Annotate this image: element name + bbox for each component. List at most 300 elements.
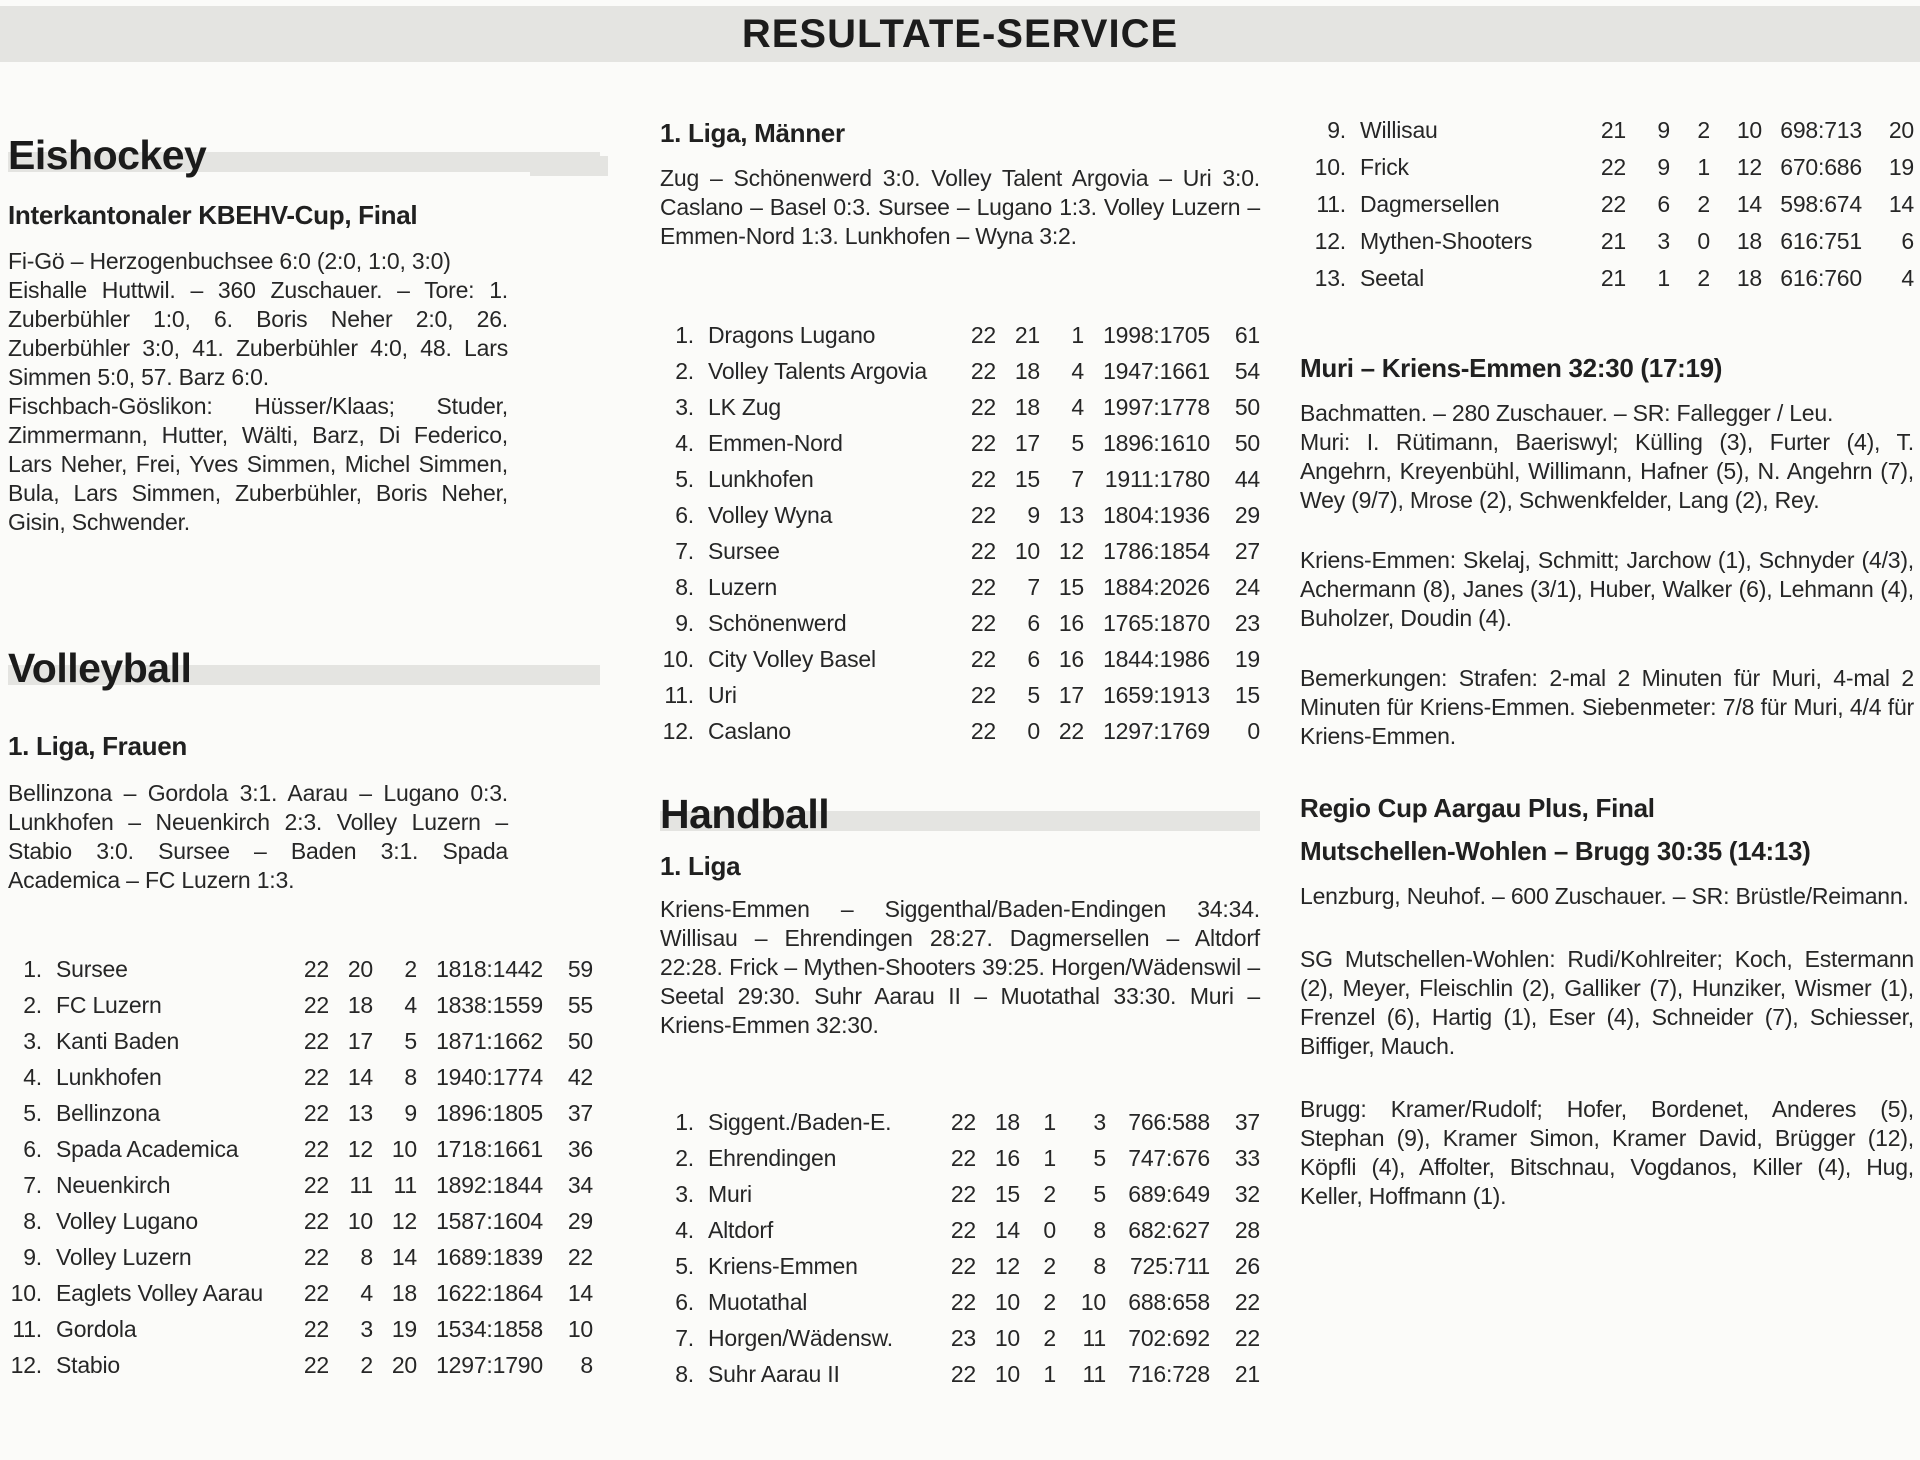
team-cell: Lunkhofen (708, 466, 814, 492)
team-cell: Horgen/Wädensw. (708, 1325, 893, 1351)
goals-ratio-cell: 616:760 (1780, 265, 1862, 291)
standings-row (660, 1284, 1260, 1320)
team-cell: Neuenkirch (56, 1172, 171, 1198)
games-cell: 22 (1600, 191, 1626, 217)
points-cell: 55 (567, 992, 593, 1018)
points-cell: 29 (1234, 502, 1260, 528)
games-cell: 22 (970, 574, 996, 600)
rank-cell: 9. (23, 1244, 42, 1270)
wins-cell: 12 (994, 1253, 1020, 1279)
rank-cell: 8. (675, 574, 694, 600)
wins-cell: 2 (360, 1352, 373, 1378)
team-cell: Spada Academica (56, 1136, 239, 1162)
wins-cell: 8 (360, 1244, 373, 1270)
games-cell: 22 (970, 358, 996, 384)
games-cell: 22 (970, 610, 996, 636)
games-cell: 22 (970, 538, 996, 564)
draws-cell: 0 (1697, 228, 1710, 254)
sets-ratio-cell: 1896:1610 (1103, 430, 1210, 456)
regio-cup-venue: Lenzburg, Neuhof. – 600 Zuschauer. – SR: Brüstle/Reimann. (1300, 883, 1909, 909)
games-cell: 22 (303, 992, 329, 1018)
sets-ratio-cell: 1297:1790 (436, 1352, 543, 1378)
rank-cell: 1. (23, 956, 42, 982)
wins-cell: 10 (994, 1361, 1020, 1387)
draws-cell: 2 (1043, 1325, 1056, 1351)
games-cell: 22 (303, 1244, 329, 1270)
rank-cell: 8. (675, 1361, 694, 1387)
games-cell: 21 (1600, 117, 1626, 143)
losses-cell: 16 (1058, 646, 1084, 672)
standings-row (8, 1131, 593, 1167)
standings-row (8, 1275, 593, 1311)
kriens-lineup: Kriens-Emmen: Skelaj, Schmitt; Jarchow (1), Schnyder (4/3), Achermann (8), Janes (3/1), Huber, Walker (6), Lehmann (4), Buholzer, Doudin (4). (1300, 547, 1914, 631)
games-cell: 22 (303, 956, 329, 982)
team-cell: Muri (708, 1181, 752, 1207)
games-cell: 21 (1600, 228, 1626, 254)
rank-cell: 11. (12, 1316, 42, 1342)
rank-cell: 13. (1314, 265, 1346, 291)
games-cell: 22 (950, 1109, 976, 1135)
team-cell: Sursee (56, 956, 128, 982)
points-cell: 37 (567, 1100, 593, 1126)
team-cell: Dragons Lugano (708, 322, 876, 348)
rank-cell: 12. (662, 718, 694, 744)
games-cell: 22 (950, 1289, 976, 1315)
standings-row (8, 951, 593, 987)
sets-ratio-cell: 1940:1774 (436, 1064, 543, 1090)
standings-row (660, 353, 1260, 389)
goals-ratio-cell: 682:627 (1128, 1217, 1210, 1243)
standings-row (8, 1203, 593, 1239)
rank-cell: 2. (675, 358, 694, 384)
team-cell: Frick (1360, 154, 1409, 180)
games-cell: 22 (950, 1361, 976, 1387)
wins-cell: 12 (347, 1136, 373, 1162)
points-cell: 34 (567, 1172, 593, 1198)
rank-cell: 5. (675, 1253, 694, 1279)
mutschellen-lineup: SG Mutschellen-Wohlen: Rudi/Kohlreiter; Koch, Estermann (2), Meyer, Fleischlin (2), Galliker (7), Hunziker, Wismer (1), Frenzel (6), Hartig (1), Eser (4), Schneider (7), Schiesser, Biffiger, Mauch. (1300, 946, 1914, 1059)
points-cell: 26 (1234, 1253, 1260, 1279)
games-cell: 22 (950, 1217, 976, 1243)
points-cell: 50 (1234, 394, 1260, 420)
team-cell: LK Zug (708, 394, 781, 420)
team-cell: Dagmersellen (1360, 191, 1500, 217)
section-title: Eishockey (8, 132, 207, 178)
wins-cell: 18 (1014, 394, 1040, 420)
points-cell: 33 (1234, 1145, 1260, 1171)
volleyball-frauen-standings-table (8, 951, 593, 1383)
team-cell: Luzern (708, 574, 778, 600)
points-cell: 14 (1888, 191, 1914, 217)
points-cell: 19 (1888, 154, 1914, 180)
team-cell: FC Luzern (56, 992, 162, 1018)
standings-row (660, 641, 1260, 677)
volleyball-maenner-standings-table (660, 317, 1260, 749)
regio-cup-match-subhead: Mutschellen-Wohlen – Brugg 30:35 (14:13) (1300, 836, 1811, 866)
rank-cell: 2. (675, 1145, 694, 1171)
rank-cell: 4. (675, 1217, 694, 1243)
games-cell: 22 (970, 322, 996, 348)
standings-row (8, 1167, 593, 1203)
points-cell: 21 (1234, 1361, 1260, 1387)
rank-cell: 7. (675, 1325, 694, 1351)
losses-cell: 10 (391, 1136, 417, 1162)
losses-cell: 11 (1082, 1361, 1106, 1387)
games-cell: 22 (303, 1064, 329, 1090)
wins-cell: 17 (1014, 430, 1040, 456)
losses-cell: 5 (404, 1028, 417, 1054)
team-cell: Muotathal (708, 1289, 808, 1315)
goals-ratio-cell: 598:674 (1780, 191, 1862, 217)
sets-ratio-cell: 1718:1661 (436, 1136, 543, 1162)
volleyball-frauen-results: Bellinzona – Gordola 3:1. Aarau – Lugano 0:3. Lunkhofen – Neuenkirch 2:3. Volley Luzern – Stabio 3:0. Sursee – Baden 3:1. Spada Academica – FC Luzern 1:3. (8, 780, 508, 893)
standings-row (8, 1239, 593, 1275)
points-cell: 23 (1234, 610, 1260, 636)
eishockey-cup-subhead: Interkantonaler KBEHV-Cup, Final (8, 200, 418, 230)
rank-cell: 10. (1314, 154, 1346, 180)
wins-cell: 3 (360, 1316, 373, 1342)
team-cell: City Volley Basel (708, 646, 876, 672)
points-cell: 24 (1234, 574, 1260, 600)
wins-cell: 20 (347, 956, 373, 982)
losses-cell: 10 (1736, 117, 1762, 143)
losses-cell: 18 (1736, 265, 1762, 291)
games-cell: 22 (970, 430, 996, 456)
losses-cell: 9 (404, 1100, 417, 1126)
games-cell: 22 (970, 682, 996, 708)
wins-cell: 14 (347, 1064, 373, 1090)
team-cell: Volley Wyna (708, 502, 833, 528)
wins-cell: 7 (1027, 574, 1040, 600)
standings-row (8, 1023, 593, 1059)
standings-row (8, 1095, 593, 1131)
games-cell: 21 (1600, 265, 1626, 291)
losses-cell: 15 (1058, 574, 1084, 600)
team-cell: Eaglets Volley Aarau (56, 1280, 263, 1306)
standings-row (1300, 112, 1914, 149)
team-cell: Stabio (56, 1352, 121, 1378)
sets-ratio-cell: 1896:1805 (436, 1100, 543, 1126)
standings-row (660, 425, 1260, 461)
games-cell: 22 (970, 718, 996, 744)
goals-ratio-cell: 702:692 (1128, 1325, 1210, 1351)
column-left (8, 112, 600, 1383)
games-cell: 22 (303, 1316, 329, 1342)
draws-cell: 2 (1043, 1289, 1056, 1315)
section-title: Handball (660, 791, 830, 837)
games-cell: 22 (970, 502, 996, 528)
standings-row (1300, 186, 1914, 223)
handball-results: Kriens-Emmen – Siggenthal/Baden-Endingen 34:34. Willisau – Ehrendingen 28:27. Dagmersellen – Altdorf 22:28. Frick – Mythen-Shooters 39:25. Horgen/Wädenswil – Seetal 29:30. Suhr Aarau II – Muotathal 33:30. Muri – Kriens-Emmen 32:30. (660, 896, 1260, 1038)
games-cell: 22 (303, 1280, 329, 1306)
standings-row (1300, 149, 1914, 186)
losses-cell: 5 (1071, 430, 1084, 456)
sets-ratio-cell: 1534:1858 (436, 1316, 543, 1342)
column-middle (660, 112, 1260, 1392)
losses-cell: 2 (404, 956, 417, 982)
losses-cell: 11 (393, 1172, 417, 1198)
points-cell: 28 (1234, 1217, 1260, 1243)
losses-cell: 14 (391, 1244, 417, 1270)
draws-cell: 1 (1043, 1145, 1056, 1171)
team-cell: Suhr Aarau II (708, 1361, 840, 1387)
rank-cell: 1. (675, 322, 694, 348)
points-cell: 50 (1234, 430, 1260, 456)
sets-ratio-cell: 1871:1662 (436, 1028, 543, 1054)
muri-remarks: Bemerkungen: Strafen: 2-mal 2 Minuten für Muri, 4-mal 2 Minuten für Kriens-Emmen. Siebenmeter: 7/8 für Muri, 4/4 für Kriens-Emmen. (1300, 665, 1914, 749)
handball-liga-subhead: 1. Liga (660, 851, 741, 881)
handball-standings-table-9-13 (1300, 112, 1914, 297)
rank-cell: 1. (675, 1109, 694, 1135)
rank-cell: 4. (23, 1064, 42, 1090)
points-cell: 10 (567, 1316, 593, 1342)
wins-cell: 15 (1014, 466, 1040, 492)
draws-cell: 2 (1043, 1253, 1056, 1279)
rank-cell: 3. (675, 1181, 694, 1207)
eishockey-match-line: Fi-Gö – Herzogenbuchsee 6:0 (2:0, 1:0, 3:0) (8, 248, 451, 274)
losses-cell: 18 (1736, 228, 1762, 254)
standings-row (660, 317, 1260, 353)
losses-cell: 16 (1058, 610, 1084, 636)
goals-ratio-cell: 616:751 (1780, 228, 1862, 254)
games-cell: 22 (303, 1028, 329, 1054)
sets-ratio-cell: 1998:1705 (1103, 322, 1210, 348)
section-header-eishockey (8, 124, 600, 176)
sets-ratio-cell: 1622:1864 (436, 1280, 543, 1306)
sets-ratio-cell: 1818:1442 (436, 956, 543, 982)
losses-cell: 8 (404, 1064, 417, 1090)
standings-row (1300, 223, 1914, 260)
volleyball-maenner-results: Zug – Schönenwerd 3:0. Volley Talent Argovia – Uri 3:0. Caslano – Basel 0:3. Sursee – Lugano 1:3. Volley Luzern – Emmen-Nord 1:3. Lunkhofen – Wyna 3:2. (660, 165, 1260, 249)
wins-cell: 4 (360, 1280, 373, 1306)
page-title: RESULTATE-SERVICE (741, 11, 1179, 56)
sets-ratio-cell: 1786:1854 (1103, 538, 1210, 564)
volleyball-frauen-subhead: 1. Liga, Frauen (8, 731, 187, 761)
column-right (1300, 112, 1914, 1211)
rank-cell: 6. (23, 1136, 42, 1162)
losses-cell: 8 (1093, 1217, 1106, 1243)
points-cell: 32 (1234, 1181, 1260, 1207)
draws-cell: 1 (1043, 1361, 1056, 1387)
rank-cell: 12. (1314, 228, 1346, 254)
losses-cell: 8 (1093, 1253, 1106, 1279)
team-cell: Kriens-Emmen (708, 1253, 858, 1279)
goals-ratio-cell: 698:713 (1780, 117, 1862, 143)
team-cell: Kanti Baden (56, 1028, 180, 1054)
losses-cell: 1 (1071, 322, 1084, 348)
losses-cell: 11 (1082, 1325, 1106, 1351)
sets-ratio-cell: 1765:1870 (1103, 610, 1210, 636)
points-cell: 22 (567, 1244, 593, 1270)
losses-cell: 14 (1736, 191, 1762, 217)
team-cell: Schönenwerd (708, 610, 847, 636)
standings-row (660, 533, 1260, 569)
standings-row (660, 605, 1260, 641)
losses-cell: 4 (1071, 394, 1084, 420)
losses-cell: 12 (1058, 538, 1084, 564)
rank-cell: 4. (675, 430, 694, 456)
points-cell: 19 (1234, 646, 1260, 672)
team-cell: Willisau (1360, 117, 1438, 143)
sets-ratio-cell: 1804:1936 (1103, 502, 1210, 528)
goals-ratio-cell: 766:588 (1128, 1109, 1210, 1135)
standings-row (660, 1176, 1260, 1212)
games-cell: 22 (303, 1100, 329, 1126)
standings-row (660, 1248, 1260, 1284)
rank-cell: 9. (1327, 117, 1346, 143)
games-cell: 22 (303, 1172, 329, 1198)
regio-cup-subhead: Regio Cup Aargau Plus, Final (1300, 793, 1655, 823)
sets-ratio-cell: 1911:1780 (1104, 466, 1210, 492)
standings-row (8, 987, 593, 1023)
losses-cell: 7 (1071, 466, 1084, 492)
losses-cell: 17 (1058, 682, 1084, 708)
team-cell: Emmen-Nord (708, 430, 843, 456)
wins-cell: 17 (347, 1028, 373, 1054)
points-cell: 6 (1901, 228, 1914, 254)
brugg-lineup: Brugg: Kramer/Rudolf; Hofer, Bordenet, Anderes (5), Stephan (9), Kramer Simon, Kramer David, Brügger (12), Köpfli (4), Affolter, Bitschnau, Vogdanos, Killer (4), Hug, Keller, Hoffmann (1). (1300, 1096, 1914, 1209)
wins-cell: 18 (1014, 358, 1040, 384)
points-cell: 14 (567, 1280, 593, 1306)
points-cell: 29 (567, 1208, 593, 1234)
wins-cell: 9 (1027, 502, 1040, 528)
wins-cell: 10 (994, 1289, 1020, 1315)
team-cell: Volley Luzern (56, 1244, 192, 1270)
rank-cell: 6. (675, 502, 694, 528)
losses-cell: 5 (1093, 1145, 1106, 1171)
wins-cell: 9 (1657, 117, 1670, 143)
losses-cell: 3 (1093, 1109, 1106, 1135)
sets-ratio-cell: 1297:1769 (1103, 718, 1210, 744)
games-cell: 22 (303, 1352, 329, 1378)
rank-cell: 6. (675, 1289, 694, 1315)
draws-cell: 2 (1697, 265, 1710, 291)
rank-cell: 7. (23, 1172, 42, 1198)
volleyball-maenner-subhead: 1. Liga, Männer (660, 118, 845, 148)
wins-cell: 10 (1014, 538, 1040, 564)
points-cell: 59 (567, 956, 593, 982)
goals-ratio-cell: 689:649 (1128, 1181, 1210, 1207)
rank-cell: 7. (675, 538, 694, 564)
losses-cell: 22 (1058, 718, 1084, 744)
wins-cell: 18 (347, 992, 373, 1018)
games-cell: 22 (970, 646, 996, 672)
points-cell: 37 (1234, 1109, 1260, 1135)
wins-cell: 6 (1027, 610, 1040, 636)
team-cell: Mythen-Shooters (1360, 228, 1533, 254)
muri-match-subhead: Muri – Kriens-Emmen 32:30 (17:19) (1300, 353, 1723, 383)
sets-ratio-cell: 1587:1604 (436, 1208, 543, 1234)
rank-cell: 8. (23, 1208, 42, 1234)
points-cell: 20 (1888, 117, 1914, 143)
points-cell: 36 (567, 1136, 593, 1162)
games-cell: 22 (970, 394, 996, 420)
wins-cell: 9 (1657, 154, 1670, 180)
team-cell: Uri (708, 682, 737, 708)
wins-cell: 21 (1014, 322, 1040, 348)
wins-cell: 0 (1027, 718, 1040, 744)
masthead-bar (0, 6, 1920, 62)
wins-cell: 18 (994, 1109, 1020, 1135)
sets-ratio-cell: 1659:1913 (1103, 682, 1210, 708)
standings-row (8, 1059, 593, 1095)
draws-cell: 2 (1697, 191, 1710, 217)
standings-row (660, 677, 1260, 713)
team-cell: Bellinzona (56, 1100, 161, 1126)
rank-cell: 3. (23, 1028, 42, 1054)
points-cell: 22 (1234, 1289, 1260, 1315)
standings-row (660, 1356, 1260, 1392)
draws-cell: 1 (1697, 154, 1710, 180)
sets-ratio-cell: 1947:1661 (1103, 358, 1210, 384)
points-cell: 44 (1234, 466, 1260, 492)
rank-cell: 5. (23, 1100, 42, 1126)
sets-ratio-cell: 1997:1778 (1103, 394, 1210, 420)
rank-cell: 10. (10, 1280, 42, 1306)
goals-ratio-cell: 688:658 (1128, 1289, 1210, 1315)
points-cell: 27 (1234, 538, 1260, 564)
rank-cell: 10. (662, 646, 694, 672)
standings-row (660, 1320, 1260, 1356)
games-cell: 22 (303, 1136, 329, 1162)
handball-standings-table-1-8 (660, 1104, 1260, 1392)
goals-ratio-cell: 716:728 (1128, 1361, 1210, 1387)
points-cell: 42 (567, 1064, 593, 1090)
eishockey-report: Eishalle Huttwil. – 360 Zuschauer. – Tore: 1. Zuberbühler 1:0, 6. Boris Neher 2:0, 26. Zuberbühler 3:0, 41. Zuberbühler 4:0, 48. Lars Simmen 5:0, 57. Barz 6:0. (8, 277, 508, 390)
losses-cell: 13 (1058, 502, 1084, 528)
points-cell: 50 (567, 1028, 593, 1054)
standings-row (660, 461, 1260, 497)
games-cell: 22 (970, 466, 996, 492)
games-cell: 23 (950, 1325, 976, 1351)
rank-cell: 11. (664, 682, 694, 708)
draws-cell: 2 (1697, 117, 1710, 143)
points-cell: 22 (1234, 1325, 1260, 1351)
sets-ratio-cell: 1884:2026 (1103, 574, 1210, 600)
team-cell: Gordola (56, 1316, 137, 1342)
standings-row (660, 1212, 1260, 1248)
sets-ratio-cell: 1838:1559 (436, 992, 543, 1018)
goals-ratio-cell: 725:711 (1129, 1253, 1210, 1279)
team-cell: Lunkhofen (56, 1064, 162, 1090)
standings-row (660, 569, 1260, 605)
games-cell: 22 (1600, 154, 1626, 180)
games-cell: 22 (950, 1253, 976, 1279)
losses-cell: 18 (391, 1280, 417, 1306)
goals-ratio-cell: 670:686 (1780, 154, 1862, 180)
standings-row (660, 1140, 1260, 1176)
section-header-handball (660, 783, 1260, 835)
points-cell: 15 (1234, 682, 1260, 708)
wins-cell: 5 (1027, 682, 1040, 708)
muri-lineup: Muri: I. Rütimann, Baeriswyl; Külling (3), Furter (4), T. Angehrn, Kreyenbühl, Willimann, Hafner (5), N. Angehrn (7), Wey (9/7), Mrose (2), Schwenkfelder, Lang (2), Rey. (1300, 429, 1914, 513)
sets-ratio-cell: 1689:1839 (436, 1244, 543, 1270)
wins-cell: 16 (994, 1145, 1020, 1171)
goals-ratio-cell: 747:676 (1128, 1145, 1210, 1171)
losses-cell: 12 (391, 1208, 417, 1234)
sets-ratio-cell: 1892:1844 (436, 1172, 543, 1198)
games-cell: 22 (303, 1208, 329, 1234)
points-cell: 8 (580, 1352, 593, 1378)
games-cell: 22 (950, 1145, 976, 1171)
team-cell: Altdorf (708, 1217, 774, 1243)
standings-row (660, 497, 1260, 533)
wins-cell: 14 (994, 1217, 1020, 1243)
rank-cell: 2. (23, 992, 42, 1018)
games-cell: 22 (950, 1181, 976, 1207)
losses-cell: 19 (391, 1316, 417, 1342)
wins-cell: 6 (1027, 646, 1040, 672)
